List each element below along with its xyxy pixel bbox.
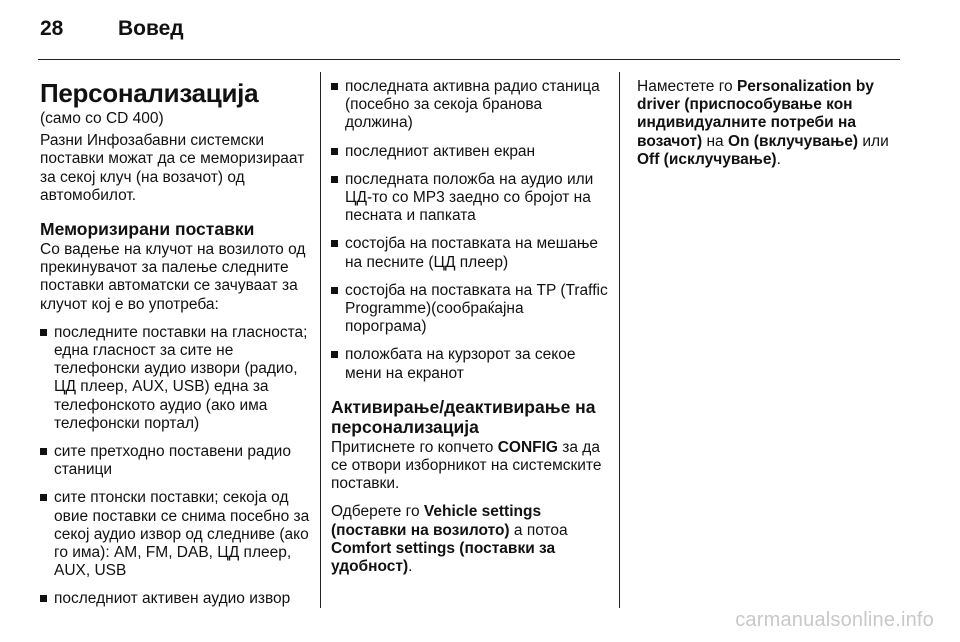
- list-item: последните поставки на гласноста; една гласност за сите не телефонски аудио извори (радио, ЦД плеер, AUX, USB) една за телефонското аудио (ако има телефонски портал): [40, 324, 312, 433]
- list-item: состојба на поставката на мешање на песните (ЦД плеер): [331, 235, 609, 271]
- square-bullet-icon: [40, 329, 47, 336]
- square-bullet-icon: [331, 148, 338, 155]
- memorized-paragraph: Со вадење на клучот на возилото од прекинувачот за палење следните поставки автоматски се зачуваат за клучот кој е во употреба:: [40, 241, 306, 313]
- on-option-label: On (вклучување): [727, 132, 859, 150]
- list-item: последниот активен аудио извор: [40, 590, 312, 608]
- vehicle-settings-label: Vehicle settings (поставки на возилото): [331, 503, 542, 539]
- list-item: сите претходно поставени радио станици: [40, 443, 312, 479]
- subsection-title-memorized: Меморизирани поставки: [40, 219, 255, 240]
- page-number: 28: [40, 17, 64, 40]
- square-bullet-icon: [331, 240, 338, 247]
- list-item: положбата на курзорот за секое мени на екранот: [331, 346, 609, 382]
- off-option-label: Off (исклучување): [637, 150, 777, 168]
- list-item: последната активна радио станица (посебно за секоја бранова должина): [331, 78, 609, 133]
- list-item: состојба на поставката на TP (Traffic Programme)(сообраќајна порограма): [331, 282, 609, 337]
- square-bullet-icon: [331, 351, 338, 358]
- watermark: carmanualsonline.info: [735, 609, 934, 631]
- models-note: (само со CD 400): [40, 110, 164, 127]
- right-column: [637, 78, 899, 179]
- select-settings-paragraph: Одберете го Vehicle settings (поставки на возилото) а потоа Comfort settings (поставки за удобност).: [331, 503, 568, 576]
- comfort-settings-label: Comfort settings (поставки за удобност): [331, 539, 556, 576]
- column-divider-right: [619, 72, 620, 608]
- subsection-title-activation: Активирање/деактивирање на персонализација: [331, 396, 596, 437]
- list-item: последната положба на аудио или ЦД-то со MP3 заедно со бројот на песната и папката: [331, 171, 609, 226]
- config-paragraph: Притиснете го копчето CONFIG за да се отвори изборникот на системските поставки.: [331, 438, 602, 493]
- left-column: [40, 78, 312, 619]
- intro-paragraph: Разни Инфозабавни системски поставки можат да се меморизираат за секој клуч (на возачот) од автомобилот.: [40, 132, 305, 204]
- column-divider-left: [320, 72, 321, 608]
- square-bullet-icon: [40, 448, 47, 455]
- section-title: Персонализација: [40, 78, 259, 108]
- chapter-title: Вовед: [118, 17, 184, 40]
- middle-column: [331, 78, 609, 586]
- square-bullet-icon: [40, 595, 47, 602]
- square-bullet-icon: [331, 83, 338, 90]
- personalization-paragraph: Наместете го Personalization by driver (приспособување кон индивидуалните потреби на возачот) на On (вклучување) или Off (исклучување).: [637, 78, 889, 168]
- square-bullet-icon: [40, 494, 47, 501]
- list-item: последниот активен екран: [331, 143, 609, 161]
- square-bullet-icon: [331, 176, 338, 183]
- header-rule: [38, 59, 900, 60]
- list-item: сите птонски поставки; секоја од овие поставки се снима посебно за секој аудио извор од следниве (ако го има): AM, FM, DAB, ЦД плеер, AUX, USB: [40, 489, 312, 580]
- square-bullet-icon: [331, 287, 338, 294]
- personalization-by-driver-label: Personalization by driver (приспособување кон индивидуалните потреби на возачот): [637, 78, 874, 150]
- memorized-bullet-list-continued: [331, 78, 609, 383]
- config-button-label: CONFIG: [497, 438, 558, 456]
- memorized-bullet-list: [40, 324, 312, 609]
